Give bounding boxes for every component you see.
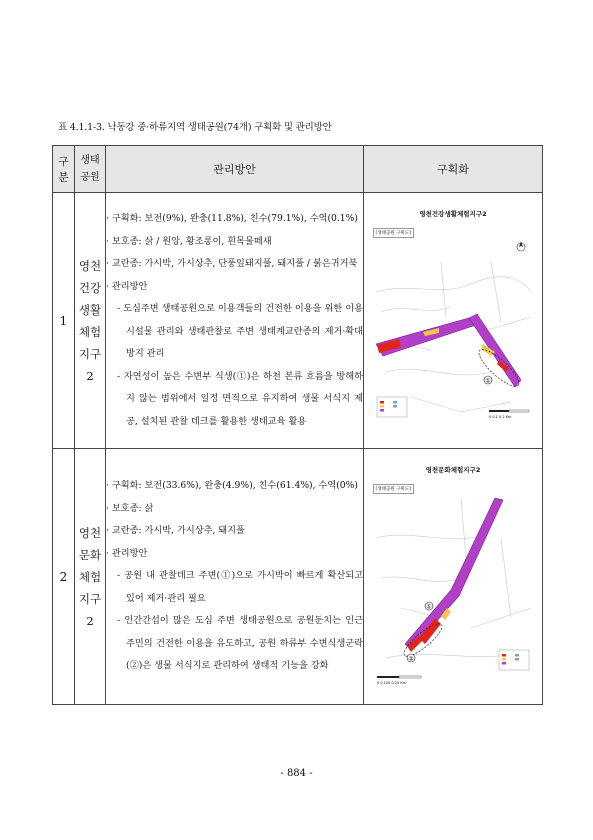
waterfront-zone bbox=[469, 314, 521, 387]
scale-text: 0 0.1 0.2 Km bbox=[488, 415, 511, 419]
plan-item: - 공원 내 관찰데크 주변(①)으로 가시박이 빠르게 확산되고 있어 제거·관리 필요 bbox=[117, 570, 363, 604]
plan-item: - 도심주변 생태공원으로 이용객들의 건전한 이용을 위한 이용시설물 관리와 생태관찰로 주변 생태계교란종의 제거·확대 방지 관리 bbox=[117, 303, 363, 359]
header-park bbox=[75, 146, 106, 193]
disturbed-species-line: · 교란종: 가시박, 가시상추, 돼지풀 bbox=[106, 525, 245, 537]
waterfront-zone bbox=[376, 318, 476, 356]
map-title: 영천문화체험지구2 bbox=[425, 466, 481, 474]
park-name-line: 문화 bbox=[78, 547, 102, 562]
disturbed-species-line: · 교란종: 가시박, 가시상추, 단풍잎돼지풀, 돼지풀 / 붉은귀거북 bbox=[106, 258, 358, 269]
map-label: [생태공원 구획도] bbox=[373, 484, 414, 494]
zoning-line: · 구획화: 보전(9%), 완충(11.8%), 친수(79.1%), 수역(0.1%) bbox=[106, 213, 358, 224]
park-name-line: 지구 bbox=[78, 591, 102, 606]
header-gubun: 구분 bbox=[53, 146, 75, 193]
marker-1: ① bbox=[425, 603, 432, 611]
park-name-line: 지구 bbox=[78, 346, 102, 361]
map-title: 영천건강생활체험지구2 bbox=[419, 210, 487, 218]
zoning-map-graphic bbox=[371, 478, 536, 688]
plan-item: - 자연성이 높은 수변부 식생(①)은 하천 본류 흐름을 방해하지 않는 범위에서 일정 면적으로 유지하여 생물 서식지 제공, 설치된 관찰 데크를 활용한 생태교육 활용 bbox=[117, 370, 363, 427]
park-name-line: 체험 bbox=[78, 569, 102, 584]
plan-title: · 관리방안 bbox=[106, 280, 148, 292]
park-name bbox=[75, 449, 106, 705]
table-caption: 표 4.1.1-3. 낙동강 중·하류지역 생태공원(74개) 구획화 및 관리방안 bbox=[58, 122, 332, 133]
scale-bar bbox=[377, 676, 421, 685]
park-table bbox=[52, 145, 543, 705]
plan-title: · 관리방안 bbox=[106, 547, 148, 559]
zoning-map bbox=[371, 222, 536, 432]
map-legend bbox=[377, 397, 407, 417]
header-park-line2: 공원 bbox=[80, 172, 100, 183]
park-name-line: 2 bbox=[86, 368, 94, 383]
zoning-map-cell bbox=[364, 193, 543, 449]
protected-species-line: · 보호종: 삵 bbox=[106, 502, 154, 514]
management-cell bbox=[106, 449, 364, 705]
header-management: 관리방안 bbox=[106, 146, 364, 193]
map-label: [생태공원 구획도] bbox=[373, 228, 414, 238]
park-name-line: 영천 bbox=[78, 525, 102, 540]
scale-text: 0 0.125 0.25 Km bbox=[376, 681, 406, 685]
table-row bbox=[53, 449, 543, 705]
header-row bbox=[53, 146, 543, 193]
protected-species-line: · 보호종: 삵 / 원앙, 황조롱이, 흰목물떼새 bbox=[106, 235, 272, 247]
page-number: - 884 - bbox=[280, 768, 313, 779]
marker-2: ② bbox=[407, 655, 414, 663]
marker-1: ① bbox=[484, 377, 491, 385]
zoning-map bbox=[371, 478, 536, 688]
zoning-line: · 구획화: 보전(33.6%), 완충(4.9%), 친수(61.4%), 수역(0%) bbox=[106, 480, 358, 492]
zoning-map-graphic bbox=[371, 222, 536, 432]
plan-item: - 인간간섭이 많은 도심 주변 생태공원으로 공원둔치는 인근 주민의 건전한 이용을 유도하고, 공원 하류부 수변식생군락(②)은 생물 서식지로 관리하여 생태적 기능을 강화 bbox=[117, 615, 363, 672]
waterfront-zone bbox=[405, 498, 503, 650]
table-row bbox=[53, 193, 543, 449]
management-cell bbox=[106, 193, 364, 449]
north-arrow-icon bbox=[517, 241, 525, 251]
park-name-line: 2 bbox=[86, 613, 94, 628]
park-name-line: 건강 bbox=[78, 280, 102, 295]
map-legend bbox=[499, 650, 529, 670]
park-name bbox=[75, 193, 106, 449]
park-name-line: 영천 bbox=[78, 258, 102, 273]
park-name-line: 체험 bbox=[78, 324, 102, 339]
header-zoning: 구획화 bbox=[364, 146, 543, 193]
header-park-line1: 생태 bbox=[80, 155, 100, 166]
park-name-line: 생활 bbox=[78, 302, 102, 317]
row-number: 2 bbox=[53, 449, 75, 705]
scale-bar bbox=[489, 410, 529, 419]
zoning-map-cell bbox=[364, 449, 543, 705]
row-number: 1 bbox=[53, 193, 75, 449]
